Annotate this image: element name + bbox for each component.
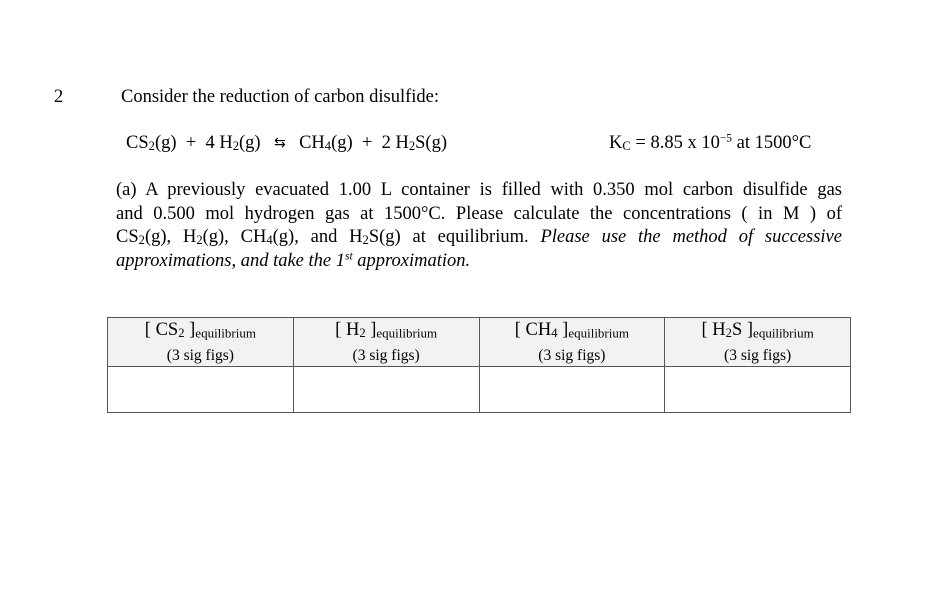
part-a-line-4: approximations, and take the 1st approximation. xyxy=(116,250,471,271)
header-h2: [ $H_2$ ]equilibrium (3 sig figs) xyxy=(293,318,479,367)
answer-cell-h2[interactable] xyxy=(293,367,479,413)
part-a-text xyxy=(116,179,842,273)
answer-table-header xyxy=(108,318,851,367)
part-a-line-1: (a) A previously evacuated 1.00 L container is filled with 0.350 mol carbon disulfide gas xyxy=(116,180,842,200)
answer-cell-ch4[interactable] xyxy=(479,367,665,413)
header-cs2: [ $CS_2$ ]equilibrium (3 sig figs) xyxy=(108,318,294,367)
question-number: 2 xyxy=(54,87,64,107)
chemical-equation xyxy=(126,132,447,154)
part-a-line-3: $CS_2(g)$, $H_2(g)$, $CH_4(g)$, and $H_2S(g)$ at equilibrium. Please use the method of successive xyxy=(116,227,842,247)
plus-sign: + xyxy=(361,133,373,153)
answer-row xyxy=(108,367,851,413)
equilibrium-arrow-icon: ⇆ xyxy=(273,135,286,151)
question-intro: Consider the reduction of carbon disulfide: xyxy=(121,87,440,107)
answer-cell-cs2[interactable] xyxy=(108,367,294,413)
plus-sign: + xyxy=(185,133,197,153)
reactant-cs2: $CS_2(g)$ xyxy=(126,133,177,153)
part-a-line-2: and 0.500 mol hydrogen gas at 1500°C. Please calculate the concentrations ( in M ) of xyxy=(116,203,842,224)
answer-table xyxy=(107,317,851,413)
product-h2s: 2 $H_2S(g)$ xyxy=(381,133,448,153)
product-ch4: $CH_4(g)$ xyxy=(299,133,353,153)
header-h2s: [ $H_2S$ ]equilibrium (3 sig figs) xyxy=(665,318,851,367)
header-ch4: [ $CH_4$ ]equilibrium (3 sig figs) xyxy=(479,318,665,367)
answer-cell-h2s[interactable] xyxy=(665,367,851,413)
equilibrium-constant: $K_C = 8.85$ x $10^{-5}$ at 1500°C xyxy=(609,132,812,153)
reactant-h2: 4 $H_2(g)$ xyxy=(205,133,261,153)
